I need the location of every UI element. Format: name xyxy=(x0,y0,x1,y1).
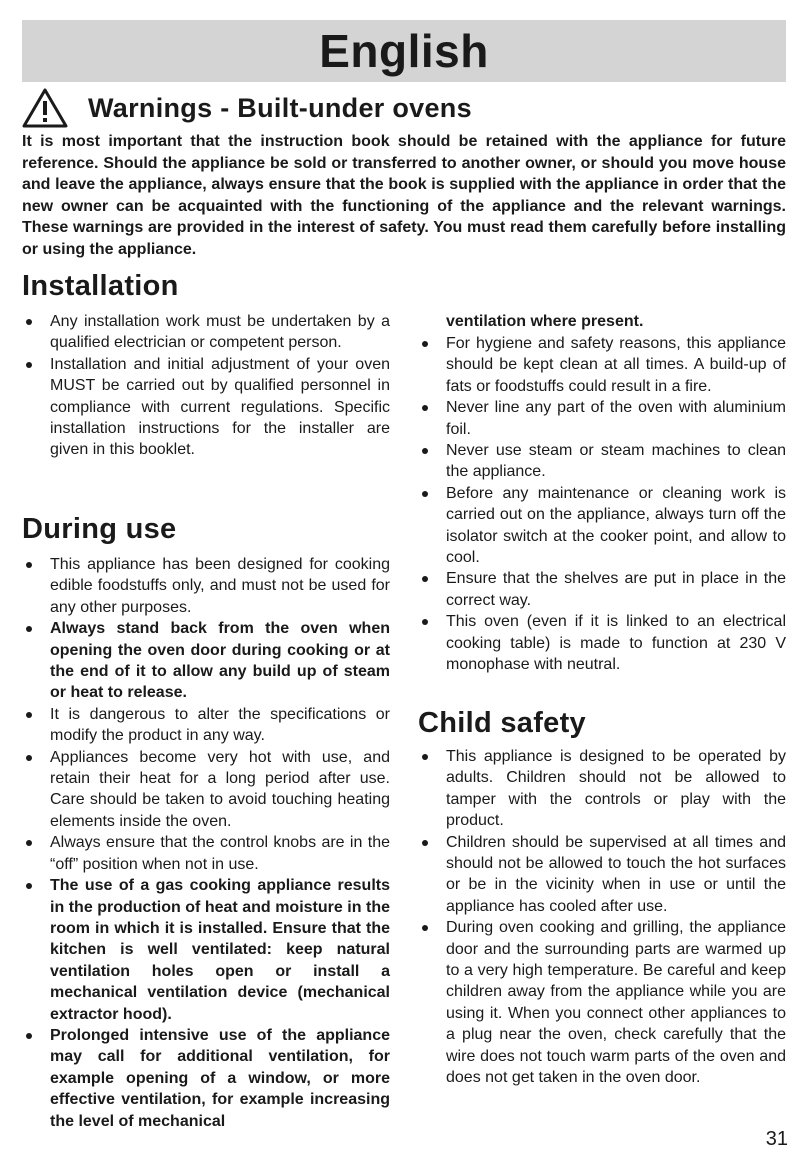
during-use-list xyxy=(22,554,390,1132)
bullet-icon xyxy=(26,712,32,718)
list-item: Never line any part of the oven with aluminium foil. xyxy=(418,397,786,440)
list-item: The use of a gas cooking appliance results in the production of heat and moisture in the room in which it is installed. Ensure that the kitchen is well ventilated: keep natural ventilation holes open or install a mechanical ventilation device (mechanical extractor hood). xyxy=(22,875,390,1025)
intro-paragraph: It is most important that the instruction book should be retained with the appliance for future reference. Should the appliance be sold or transferred to another owner, or should you move house and leave the appliance, always ensure that the book is supplied with the appliance in order that the new owner can be acquainted with the functioning of the appliance and the relevant warnings. These warnings are provided in the interest of safety. You must read them carefully before installing or using the appliance. xyxy=(22,133,786,258)
bullet-icon xyxy=(422,341,428,347)
language-title: English xyxy=(319,25,489,77)
bullet-icon xyxy=(26,626,32,632)
bullet-icon xyxy=(26,562,32,568)
language-header xyxy=(22,20,786,82)
right-warnings-list xyxy=(418,333,786,676)
list-item: Before any maintenance or cleaning work is carried out on the appliance, always turn off the isolator switch at the cooker point, and allow to cool. xyxy=(418,483,786,569)
list-item: It is dangerous to alter the specifications or modify the product in any way. xyxy=(22,704,390,747)
bullet-icon xyxy=(422,405,428,411)
list-item: Never use steam or steam machines to clean the appliance. xyxy=(418,440,786,483)
list-item: This oven (even if it is linked to an electrical cooking table) is made to function at 230 V monophase with neutral. xyxy=(418,611,786,675)
list-item: Prolonged intensive use of the appliance may call for additional ventilation, for example opening of a window, or more effective ventilation, for example increasing the level of mechanical xyxy=(22,1025,390,1132)
bullet-icon xyxy=(26,319,32,325)
bullet-icon xyxy=(422,576,428,582)
bullet-icon xyxy=(422,619,428,625)
during-use-heading: During use xyxy=(22,513,177,545)
bullet-icon xyxy=(422,491,428,497)
bullet-icon xyxy=(26,362,32,368)
warning-triangle-icon xyxy=(22,88,68,128)
list-item: Any installation work must be undertaken by a qualified electrician or competent person. xyxy=(22,311,390,354)
bullet-icon xyxy=(422,754,428,760)
list-item: For hygiene and safety reasons, this appliance should be kept clean at all times. A build-up of fats or foodstuffs could result in a fire. xyxy=(418,333,786,397)
bullet-icon xyxy=(422,448,428,454)
warning-heading-row xyxy=(22,86,786,130)
bullet-icon xyxy=(422,840,428,846)
bullet-icon xyxy=(422,925,428,931)
list-item: Children should be supervised at all times and should not be allowed to touch the hot surfaces or be in the vicinity when in use or until the appliance has cooled after use. xyxy=(418,832,786,918)
child-safety-heading: Child safety xyxy=(418,707,586,739)
bullet-icon xyxy=(26,755,32,761)
child-safety-list xyxy=(418,746,786,1089)
list-item: Appliances become very hot with use, and retain their heat for a long period after use. Care should be taken to avoid touching heating elements inside the oven. xyxy=(22,747,390,833)
list-item: Always ensure that the control knobs are in the “off” position when not in use. xyxy=(22,832,390,875)
list-item: Always stand back from the oven when opening the oven door during cooking or at the end of it to allow any build up of steam or heat to release. xyxy=(22,618,390,704)
bullet-icon xyxy=(26,840,32,846)
installation-heading: Installation xyxy=(22,270,179,302)
bullet-icon xyxy=(26,1033,32,1039)
list-item: This appliance has been designed for cooking edible foodstuffs only, and must not be used for any other purposes. xyxy=(22,554,390,618)
installation-list xyxy=(22,311,390,461)
page-number: 31 xyxy=(765,1128,788,1150)
warning-title: Warnings - Built-under ovens xyxy=(88,92,472,123)
list-item: During oven cooking and grilling, the appliance door and the surrounding parts are warmed up to a very high temperature. Be careful and keep children away from the appliance while you are using it. When you connect other appliances to a plug near the oven, check carefully that the wire does not touch warm parts of the oven and does not get taken in the oven door. xyxy=(418,917,786,1088)
list-item: Ensure that the shelves are put in place in the correct way. xyxy=(418,568,786,611)
bullet-icon xyxy=(26,883,32,889)
list-item: This appliance is designed to be operated by adults. Children should not be allowed to tamper with the controls or play with the product. xyxy=(418,746,786,832)
list-item: Installation and initial adjustment of your oven MUST be carried out by qualified personnel in compliance with current regulations. Specific installation instructions for the installer are given in this booklet. xyxy=(22,354,390,461)
continuation-text: ventilation where present. xyxy=(446,313,644,330)
